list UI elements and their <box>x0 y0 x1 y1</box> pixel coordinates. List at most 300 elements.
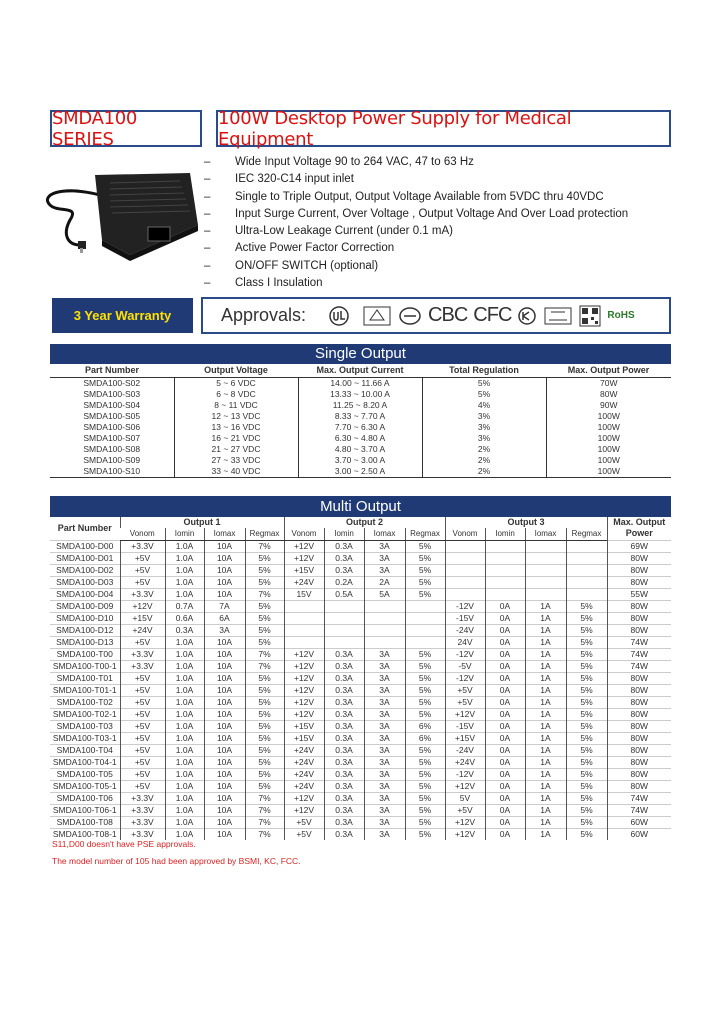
table-cell: 1.0A <box>165 696 204 708</box>
table-cell: 3A <box>364 792 405 804</box>
table-cell <box>405 612 445 624</box>
table-cell: +12V <box>284 540 324 552</box>
table-cell: 80W <box>607 552 671 564</box>
table-cell: 70W <box>546 377 671 389</box>
sub-header: Iomin <box>485 528 525 540</box>
table-cell: +12V <box>284 804 324 816</box>
table-cell: SMDA100-T06 <box>50 792 120 804</box>
table-cell: +3.3V <box>120 660 165 672</box>
table-cell: 100W <box>546 444 671 455</box>
table-cell: 4.80 ~ 3.70 A <box>298 444 422 455</box>
table-cell: +24V <box>120 624 165 636</box>
table-cell: 5% <box>405 588 445 600</box>
table-cell: SMDA100-S04 <box>83 399 141 410</box>
table-cell: 0.3A <box>324 792 364 804</box>
table-cell: 12 ~ 13 VDC <box>174 411 298 422</box>
table-cell: 5% <box>405 552 445 564</box>
sub-header: Vonom <box>445 528 485 540</box>
table-cell: 0A <box>485 636 525 648</box>
table-cell: 0.3A <box>324 648 364 660</box>
table-cell: 1A <box>525 744 566 756</box>
table-cell: 5 ~ 6 VDC <box>174 377 298 389</box>
table-row <box>50 660 671 672</box>
table-cell: 1.0A <box>165 648 204 660</box>
table-cell <box>364 600 405 612</box>
table-cell: 10A <box>204 816 245 828</box>
table-cell: 15V <box>284 588 324 600</box>
table-cell: +15V <box>284 732 324 744</box>
table-cell: 10A <box>204 708 245 720</box>
table-cell: 5% <box>405 792 445 804</box>
table-cell: 80W <box>607 780 671 792</box>
table-cell <box>324 636 364 648</box>
table-row <box>50 672 671 684</box>
cfc-mark: CFC <box>473 304 512 326</box>
table-cell: 74W <box>607 804 671 816</box>
table-cell: 74W <box>607 660 671 672</box>
table-row <box>50 792 671 804</box>
gs-mark-icon <box>362 305 392 327</box>
table-cell: 1A <box>525 768 566 780</box>
table-cell: +24V <box>445 756 485 768</box>
features-list <box>204 154 628 292</box>
table-cell: SMDA100-D10 <box>50 612 120 624</box>
table-cell: 74W <box>607 636 671 648</box>
table-row <box>50 816 671 828</box>
table-cell: 5% <box>566 624 607 636</box>
table-cell: 1.0A <box>165 708 204 720</box>
table-cell: 3A <box>364 672 405 684</box>
table-cell: 0A <box>485 672 525 684</box>
table-cell: 0.7A <box>165 600 204 612</box>
single-output-title: Single Output <box>50 344 671 364</box>
table-cell: 100W <box>546 433 671 444</box>
table-cell: 0.2A <box>324 576 364 588</box>
table-cell: 7% <box>245 804 284 816</box>
table-cell: SMDA100-T01-1 <box>50 684 120 696</box>
table-cell: 1A <box>525 708 566 720</box>
table-cell: 16 ~ 21 VDC <box>174 433 298 444</box>
table-cell: 74W <box>607 648 671 660</box>
table-row <box>50 433 671 444</box>
table-cell: 1A <box>525 756 566 768</box>
table-row <box>50 466 671 478</box>
sub-header: Iomax <box>204 528 245 540</box>
table-cell: +15V <box>284 564 324 576</box>
power-supply-image <box>40 165 200 275</box>
col-header: Max. Output Power <box>546 364 671 377</box>
table-cell: 3A <box>364 828 405 840</box>
table-cell: 1A <box>525 660 566 672</box>
feature-item: – Single to Triple Output, Output Voltage Available from 5VDC thru 40VDC <box>204 190 604 203</box>
table-cell: 5% <box>405 708 445 720</box>
table-cell: 100W <box>546 411 671 422</box>
table-cell: 1A <box>525 624 566 636</box>
table-cell: 10A <box>204 576 245 588</box>
table-cell: 55W <box>607 588 671 600</box>
table-cell: 10A <box>204 828 245 840</box>
table-cell: 10A <box>204 588 245 600</box>
table-cell: 1A <box>525 696 566 708</box>
table-cell: 0A <box>485 804 525 816</box>
table-cell: +5V <box>120 780 165 792</box>
table-cell: 0A <box>485 648 525 660</box>
table-header-row <box>50 364 671 377</box>
table-cell: 0.3A <box>324 720 364 732</box>
table-cell: 5% <box>566 792 607 804</box>
table-cell: 5% <box>566 756 607 768</box>
table-cell: 3% <box>422 422 546 433</box>
table-cell: 1.0A <box>165 684 204 696</box>
table-cell: 5% <box>405 756 445 768</box>
table-cell: 3A <box>364 696 405 708</box>
table-cell: 1A <box>525 780 566 792</box>
table-cell: +5V <box>445 804 485 816</box>
table-cell: SMDA100-S10 <box>50 466 174 478</box>
table-cell: SMDA100-T08-1 <box>50 828 120 840</box>
table-cell: 2% <box>422 444 546 455</box>
table-cell: 5% <box>566 732 607 744</box>
table-cell: SMDA100-T04 <box>50 744 120 756</box>
table-cell: 1A <box>525 804 566 816</box>
table-cell: 69W <box>607 540 671 552</box>
sub-header: Regmax <box>566 528 607 540</box>
table-cell: +12V <box>120 600 165 612</box>
table-cell: +5V <box>120 576 165 588</box>
table-cell: 100W <box>546 422 671 433</box>
table-row <box>50 444 671 455</box>
table-cell: +12V <box>445 828 485 840</box>
table-cell: 0A <box>485 756 525 768</box>
table-cell <box>525 588 566 600</box>
table-cell: 74W <box>607 792 671 804</box>
table-cell: 80W <box>607 708 671 720</box>
sub-header: Iomin <box>324 528 364 540</box>
table-cell: 1.0A <box>165 720 204 732</box>
table-cell: 3% <box>422 411 546 422</box>
table-row <box>50 768 671 780</box>
table-cell: 3A <box>364 768 405 780</box>
table-cell: 1.0A <box>165 576 204 588</box>
table-cell: SMDA100-D04 <box>50 588 120 600</box>
table-cell: 5% <box>566 744 607 756</box>
table-cell: 5% <box>566 720 607 732</box>
table-cell: +12V <box>445 780 485 792</box>
group-header: Output 1 <box>120 517 284 528</box>
multi-output-table <box>50 517 671 840</box>
sub-header: Regmax <box>405 528 445 540</box>
table-cell: +5V <box>120 744 165 756</box>
table-cell: -12V <box>445 600 485 612</box>
table-cell: 80W <box>607 756 671 768</box>
table-cell: 0.3A <box>324 780 364 792</box>
table-cell: 60W <box>607 816 671 828</box>
table-cell: SMDA100-S09 <box>83 455 141 466</box>
table-cell: 5% <box>422 389 546 400</box>
table-cell: 27 ~ 33 VDC <box>174 455 298 466</box>
table-cell: +3.3V <box>120 804 165 816</box>
table-cell: 3A <box>364 708 405 720</box>
table-cell: 5% <box>566 636 607 648</box>
table-cell: 5% <box>566 600 607 612</box>
table-cell: 1.0A <box>165 660 204 672</box>
bsmi-mark-icon <box>543 305 573 327</box>
table-cell: SMDA100-T04-1 <box>50 756 120 768</box>
table-cell <box>324 600 364 612</box>
feature-item: – ON/OFF SWITCH (optional) <box>204 259 379 272</box>
table-cell <box>445 576 485 588</box>
multi-output-title: Multi Output <box>50 496 671 517</box>
table-cell: SMDA100-T08 <box>50 816 120 828</box>
table-cell: 6A <box>204 612 245 624</box>
table-cell: 5% <box>245 756 284 768</box>
table-cell: 5% <box>566 708 607 720</box>
table-cell: 10A <box>204 648 245 660</box>
table-cell: 3.00 ~ 2.50 A <box>298 466 422 478</box>
rohs-mark: RoHS <box>607 310 635 321</box>
table-cell: 24V <box>445 636 485 648</box>
table-cell <box>445 540 485 552</box>
table-cell: 10A <box>204 792 245 804</box>
table-cell: 5% <box>245 768 284 780</box>
table-cell: +12V <box>445 708 485 720</box>
table-cell <box>284 612 324 624</box>
table-cell: SMDA100-S07 <box>83 432 141 443</box>
table-cell <box>364 636 405 648</box>
table-cell: 10A <box>204 552 245 564</box>
table-cell: 0A <box>485 708 525 720</box>
table-cell <box>284 624 324 636</box>
group-header: Output 2 <box>284 517 445 528</box>
table-row <box>50 400 671 411</box>
table-cell: 21 ~ 27 VDC <box>174 444 298 455</box>
table-cell: +15V <box>284 720 324 732</box>
table-cell <box>566 576 607 588</box>
table-cell: 1.0A <box>165 792 204 804</box>
table-cell <box>485 588 525 600</box>
table-cell: 0A <box>485 816 525 828</box>
table-cell: 3% <box>422 433 546 444</box>
table-cell: SMDA100-T00 <box>50 648 120 660</box>
table-cell: 7% <box>245 540 284 552</box>
table-cell: 100W <box>546 466 671 478</box>
table-cell: 5% <box>245 780 284 792</box>
table-cell: +12V <box>284 552 324 564</box>
table-cell: 7% <box>245 816 284 828</box>
group-header: Output 3 <box>445 517 607 528</box>
table-cell: 1.0A <box>165 780 204 792</box>
table-cell: 7A <box>204 600 245 612</box>
table-cell: SMDA100-S08 <box>83 444 141 455</box>
feature-item: – Active Power Factor Correction <box>204 242 395 255</box>
table-cell: 10A <box>204 744 245 756</box>
table-cell: 0A <box>485 744 525 756</box>
table-cell <box>525 564 566 576</box>
table-cell: 1A <box>525 636 566 648</box>
table-cell: 5% <box>405 804 445 816</box>
table-cell: 13 ~ 16 VDC <box>174 422 298 433</box>
table-cell: 10A <box>204 540 245 552</box>
table-cell: 6% <box>405 732 445 744</box>
table-cell: 80W <box>546 389 671 400</box>
table-cell: 0.3A <box>324 804 364 816</box>
table-cell: SMDA100-D00 <box>50 540 120 552</box>
headline-title: 100W Desktop Power Supply for Medical Equipment <box>218 107 572 150</box>
table-cell: 5% <box>405 684 445 696</box>
table-cell: +3.3V <box>120 540 165 552</box>
pse-mark-icon <box>398 305 422 327</box>
table-cell: +24V <box>284 768 324 780</box>
kc-mark-icon <box>517 305 537 327</box>
table-cell: 5% <box>566 648 607 660</box>
table-cell: 7% <box>245 648 284 660</box>
table-cell: 5% <box>245 576 284 588</box>
table-cell: SMDA100-T01 <box>50 672 120 684</box>
table-cell: 5% <box>245 720 284 732</box>
table-row <box>50 624 671 636</box>
table-cell: +5V <box>120 684 165 696</box>
table-cell: 8.33 ~ 7.70 A <box>298 411 422 422</box>
sub-header: Regmax <box>245 528 284 540</box>
table-cell <box>525 540 566 552</box>
table-cell: 5% <box>405 780 445 792</box>
table-cell: 80W <box>607 612 671 624</box>
table-cell: +12V <box>284 708 324 720</box>
table-cell: 80W <box>607 564 671 576</box>
table-cell: 80W <box>607 732 671 744</box>
table-cell: 14.00 ~ 11.66 A <box>298 377 422 389</box>
table-row <box>50 455 671 466</box>
table-cell: 10A <box>204 660 245 672</box>
table-cell: 5% <box>405 648 445 660</box>
table-cell: 0.3A <box>324 828 364 840</box>
table-cell: SMDA100-T03-1 <box>50 732 120 744</box>
table-cell <box>364 612 405 624</box>
table-cell: 7% <box>245 828 284 840</box>
table-cell: 5% <box>245 564 284 576</box>
table-row <box>50 636 671 648</box>
table-cell: 5% <box>405 768 445 780</box>
table-cell: 0.3A <box>324 660 364 672</box>
table-row <box>50 648 671 660</box>
max-power-header: Max. Output Power <box>607 517 671 540</box>
feature-item: – IEC 320-C14 input inlet <box>204 173 354 186</box>
approvals-box <box>201 297 671 334</box>
table-cell <box>445 564 485 576</box>
table-cell: 5% <box>405 672 445 684</box>
col-header: Part Number <box>50 364 174 377</box>
table-cell: 3.70 ~ 3.00 A <box>298 455 422 466</box>
table-cell: +5V <box>284 816 324 828</box>
table-cell: 0A <box>485 660 525 672</box>
ul-mark-icon <box>322 305 356 327</box>
table-cell <box>566 552 607 564</box>
table-row <box>50 411 671 422</box>
table-cell: +5V <box>120 672 165 684</box>
table-cell: 3A <box>364 804 405 816</box>
table-cell: 0.3A <box>324 708 364 720</box>
table-cell: 80W <box>607 600 671 612</box>
table-cell: +24V <box>284 780 324 792</box>
table-cell: +24V <box>284 744 324 756</box>
table-cell: 5% <box>566 684 607 696</box>
table-cell: +3.3V <box>120 792 165 804</box>
table-cell: 5% <box>245 552 284 564</box>
table-cell: SMDA100-S02 <box>83 377 141 388</box>
table-cell: 60W <box>607 828 671 840</box>
table-cell: +12V <box>284 684 324 696</box>
group-header-row <box>50 517 671 528</box>
table-cell <box>445 588 485 600</box>
table-cell: 7% <box>245 588 284 600</box>
table-cell: 5% <box>405 660 445 672</box>
table-row <box>50 564 671 576</box>
table-cell: 1.0A <box>165 588 204 600</box>
table-cell: 10A <box>204 768 245 780</box>
table-cell: 1.0A <box>165 828 204 840</box>
table-cell: +5V <box>284 828 324 840</box>
table-cell: 1A <box>525 720 566 732</box>
table-cell: 100W <box>546 455 671 466</box>
table-cell: 3A <box>364 684 405 696</box>
table-cell: 5% <box>566 672 607 684</box>
sub-header: Iomax <box>364 528 405 540</box>
table-cell: SMDA100-D01 <box>50 552 120 564</box>
table-row <box>50 708 671 720</box>
table-cell: 0.3A <box>324 564 364 576</box>
table-cell: +12V <box>284 672 324 684</box>
table-cell: -12V <box>445 648 485 660</box>
table-row <box>50 612 671 624</box>
table-cell: 1A <box>525 672 566 684</box>
table-cell: 0.6A <box>165 612 204 624</box>
table-cell: +5V <box>445 696 485 708</box>
table-cell: 1.0A <box>165 816 204 828</box>
table-cell: 7% <box>245 660 284 672</box>
table-cell: 5% <box>566 612 607 624</box>
table-cell <box>284 600 324 612</box>
table-cell: +5V <box>120 564 165 576</box>
table-cell: 5% <box>245 612 284 624</box>
table-cell: 1A <box>525 612 566 624</box>
table-cell: 5% <box>245 600 284 612</box>
table-cell: 5% <box>405 744 445 756</box>
table-cell: SMDA100-D13 <box>50 636 120 648</box>
table-cell: +15V <box>120 612 165 624</box>
table-row <box>50 756 671 768</box>
table-cell <box>364 624 405 636</box>
footnote: S11,D00 doesn't have PSE approvals. <box>52 839 196 849</box>
part-number-header: Part Number <box>57 522 112 533</box>
table-cell: +12V <box>284 660 324 672</box>
table-cell: SMDA100-D12 <box>50 624 120 636</box>
table-cell: SMDA100-S05 <box>83 410 141 421</box>
table-cell: 0A <box>485 828 525 840</box>
table-cell <box>485 576 525 588</box>
table-cell: 3A <box>364 564 405 576</box>
table-cell <box>566 564 607 576</box>
table-cell: 13.33 ~ 10.00 A <box>298 389 422 400</box>
table-cell: 8 ~ 11 VDC <box>174 400 298 411</box>
table-cell: 5% <box>405 540 445 552</box>
footnotes <box>52 839 301 873</box>
table-cell: 0A <box>485 780 525 792</box>
table-cell: 1.0A <box>165 636 204 648</box>
table-cell: -12V <box>445 672 485 684</box>
table-cell: 80W <box>607 624 671 636</box>
table-cell: 10A <box>204 780 245 792</box>
table-cell: 0A <box>485 684 525 696</box>
